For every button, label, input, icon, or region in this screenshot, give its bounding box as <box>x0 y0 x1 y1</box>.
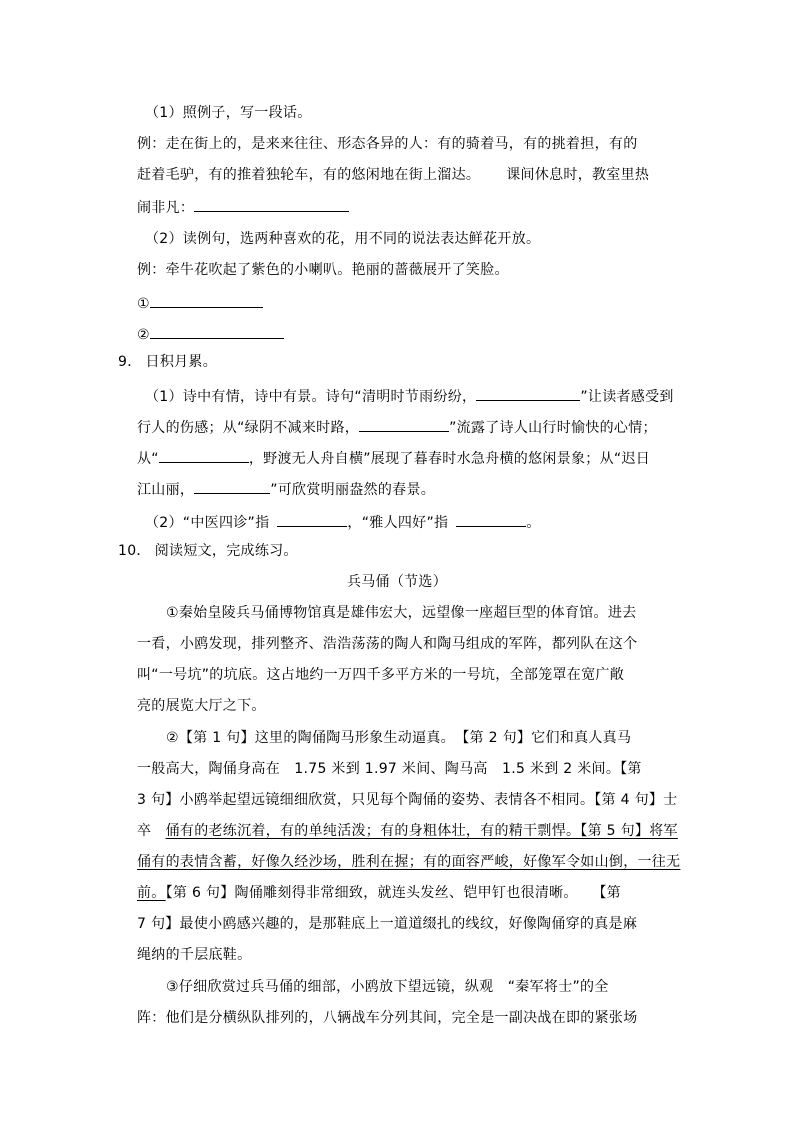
q8-part1-example-line2 <box>137 165 667 185</box>
para2-line4 <box>137 821 678 841</box>
q8-part2-item1 <box>137 292 667 312</box>
q9-part1-line2-tail: ”流露了诗人山行时愉快的心情； <box>449 420 657 436</box>
para2-line3: 3 句】小鸥举起望远镜细细欣赏，只见每个陶俑的姿势、表情各不相同。【第 4 句】士 <box>137 792 678 808</box>
q9-blank2[interactable] <box>359 416 449 432</box>
circled-2-marker: ② <box>137 327 150 343</box>
para2-underlined-sentence-5: 俑有的表情含蓄，好像久经沙场，胜利在握；有的面容严峻，好像军令如山倒，一往无 <box>137 854 681 870</box>
q9-title: 日积月累。 <box>145 354 218 370</box>
para2-line6-plain: 【第 6 句】陶俑雕刻得非常细致，就连头发丝、铠甲钉也很清晰。 【第 <box>165 885 621 901</box>
q9-heading <box>118 352 648 372</box>
q8-part2-item2 <box>137 323 667 343</box>
q9-blank3[interactable] <box>159 447 249 463</box>
q9-part1-line2-text: 行人的伤感；从“绿阴不减来时路， <box>137 420 360 436</box>
q8-part2-example: 例：牵牛花吹起了紫色的小喇叭。艳丽的蔷薇展开了笑脸。 <box>137 262 509 278</box>
q8-part1-task-label: 闹非凡： <box>137 200 195 216</box>
q9-part1-line1 <box>145 385 675 405</box>
para3-line1: ③仔细欣赏过兵马俑的细部，小鸥放下望远镜，纵观 “秦军将士”的全 <box>166 979 609 995</box>
para1-line1: ①秦始皇陵兵马俑博物馆真是雄伟宏大，远望像一座超巨型的体育馆。进去 <box>166 605 637 621</box>
para2-line8: 绳纳的千层底鞋。 <box>137 947 252 963</box>
q8-part1-example-line1: 例：走在街上的，是来来往往、形态各异的人：有的骑着马，有的挑着担，有的 <box>137 136 638 152</box>
q8-part2-blank2[interactable] <box>150 323 284 339</box>
para2-underlined-sentence-4: 俑有的老练沉着，有的单纯活泼；有的身粗体壮，有的精干剽悍。【第 5 句】将军 <box>165 823 678 839</box>
q8-part1-task-start: 课间休息时，教室里热 <box>506 167 650 183</box>
q9-part2-text-c: 。 <box>526 515 541 531</box>
q9-part1-line1-text: （1）诗中有情，诗中有景。诗句“清明时节雨纷纷， <box>145 389 477 405</box>
para2-line1: ②【第 1 句】这里的陶俑陶马形象生动逼真。 【第 2 句】它们和真人真马 <box>166 730 632 746</box>
para2-line7: 7 句】最使小鸥感兴趣的，是那鞋底上一道道缀扎的线纹，好像陶俑穿的真是麻 <box>137 916 638 932</box>
circled-1-marker: ① <box>137 296 150 312</box>
para2-underlined-end: 前。 <box>137 885 166 901</box>
para2-line6 <box>137 883 667 903</box>
q9-blank1[interactable] <box>476 385 580 401</box>
para2-line5 <box>137 852 681 872</box>
q9-blank4[interactable] <box>194 478 270 494</box>
q9-blank5[interactable] <box>277 511 347 527</box>
passage-title: 兵马俑（节选） <box>346 574 448 590</box>
q10-number: 10． <box>118 543 151 559</box>
q9-part1-line4-tail: ”可欣赏明丽盎然的春景。 <box>270 482 436 498</box>
para1-line4: 亮的展览大厅之下。 <box>137 698 266 714</box>
q8-part1-task-line2 <box>137 196 667 216</box>
q9-part1-line2 <box>137 416 667 436</box>
q8-part1-answer-blank[interactable] <box>194 196 349 212</box>
para1-line2: 一看，小鸥发现，排列整齐、浩浩荡荡的陶人和陶马组成的军阵，都列队在这个 <box>137 636 638 652</box>
q9-blank6[interactable] <box>456 511 526 527</box>
q8-part1-prompt: （1）照例子，写一段话。 <box>145 105 312 121</box>
q9-part1-line3 <box>137 447 667 467</box>
q9-number: 9． <box>118 354 142 370</box>
q9-part1-line4-text: 江山丽， <box>137 482 195 498</box>
q9-part1-line3-text: 从“ <box>137 451 159 467</box>
q9-part1-line4 <box>137 478 667 498</box>
q10-heading <box>118 541 648 561</box>
para1-line3: 叫“一号坑”的坑底。这占地约一万四千多平方米的一号坑，全部笼罩在宽广敞 <box>137 667 625 683</box>
q9-part1-line1-tail: ”让读者感受到 <box>580 389 674 405</box>
q9-part2-text-b: ，“雅人四好”指 <box>347 515 449 531</box>
q8-part2-blank1[interactable] <box>150 292 263 308</box>
q8-part1-example-line2-text: 赶着毛驴，有的推着独轮车，有的悠闲地在街上溜达。 <box>137 167 481 183</box>
q8-part2-prompt: （2）读例句，选两种喜欢的花，用不同的说法表达鲜花开放。 <box>145 231 541 247</box>
para3-line2: 阵：他们是分横纵队排列的，八辆战车分列其间，完全是一副决战在即的紧张场 <box>137 1010 638 1026</box>
para2-line2: 一般高大，陶俑身高在 1.75 米到 1.97 米间、陶马高 1.5 米到 2 米间。【第 <box>137 761 642 777</box>
q9-part2-text-a: （2）“中医四诊”指 <box>145 515 270 531</box>
q10-title: 阅读短文，完成练习。 <box>154 543 298 559</box>
para2-line4-plain: 卒 <box>137 823 166 839</box>
q9-part2 <box>145 511 675 531</box>
q9-part1-line3-tail: ，野渡无人舟自横”展现了暮春时水急舟横的悠闲景象；从“迟日 <box>248 451 651 467</box>
